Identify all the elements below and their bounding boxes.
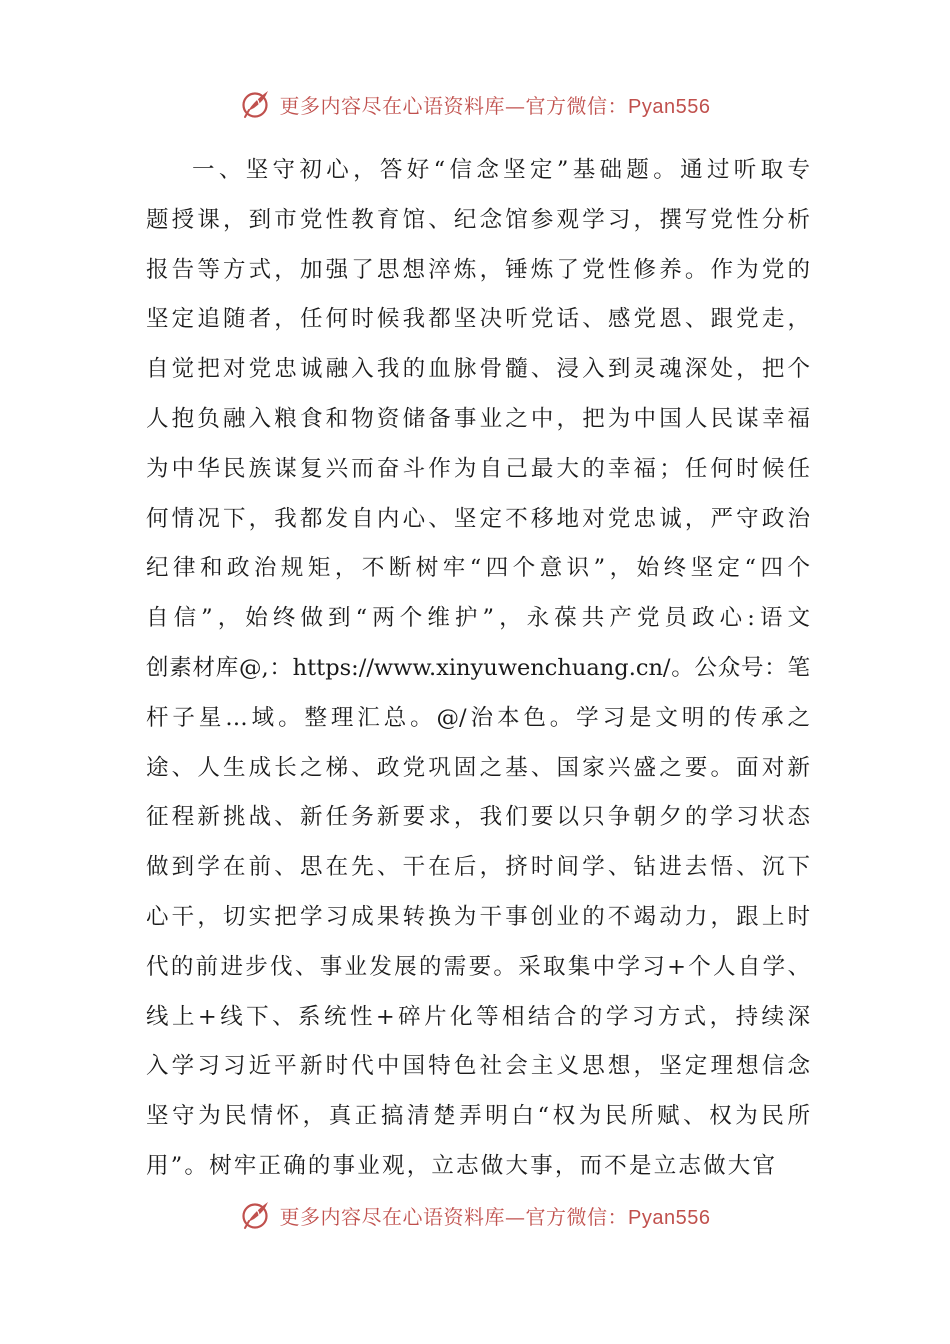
header-wechat-id: Pyan556 — [628, 95, 711, 118]
footer-wechat-id: Pyan556 — [628, 1206, 711, 1229]
text-line: 题授课，到市党性教育馆、纪念馆参观学习，撰写党性分析 — [146, 206, 810, 233]
text-line: 征程新挑战、新任务新要求，我们要以只争朝夕的学习状态 — [146, 804, 810, 831]
text-line: 坚守为民情怀，真正搞清楚弄明白“权为民所赋、权为民所 — [146, 1103, 810, 1130]
text-line-with-url: 创素材库@,：https://www.xinyuwenchuang.cn/。公众号：笔 — [146, 654, 810, 681]
text-line: 做到学在前、思在先、干在后，挤时间学、钻进去悟、沉下 — [146, 854, 810, 881]
text-line: 一、坚守初心，答好“信念坚定”基础题。通过听取专 — [192, 157, 810, 183]
header-banner-label: 更多内容尽在心语资料库—官方微信： — [279, 93, 629, 118]
header-banner — [0, 84, 950, 124]
text-line: 用”。树牢正确的事业观，立志做大事，而不是立志做大官 — [146, 1152, 778, 1179]
footer-banner-content — [240, 1202, 711, 1232]
text-line: 杆子星…域。整理汇总。@/治本色。学习是文明的传承之 — [146, 704, 810, 731]
text-line: 途、人生成长之梯、政党巩固之基、国家兴盛之要。面对新 — [146, 754, 810, 781]
quill-logo-icon — [240, 87, 274, 121]
text-line: 入学习习近平新时代中国特色社会主义思想，坚定理想信念 — [146, 1053, 810, 1080]
text-line: 线上+线下、系统性+碎片化等相结合的学习方式，持续深 — [146, 1003, 810, 1030]
text-line: 坚定追随者，任何时候我都坚决听党话、感党恩、跟党走， — [146, 306, 810, 333]
footer-banner-text — [280, 1202, 711, 1230]
text-line: 自信”，始终做到“两个维护”，永葆共产党员政心:语文 — [146, 605, 810, 632]
header-banner-content — [240, 87, 711, 121]
text-line: 报告等方式，加强了思想淬炼，锤炼了党性修养。作为党的 — [146, 256, 810, 283]
text-line: 自觉把对党忠诚融入我的血脉骨髓、浸入到灵魂深处，把个 — [146, 356, 810, 383]
header-banner-text — [280, 90, 711, 119]
quill-logo-icon — [240, 1202, 274, 1232]
text-line: 心干，切实把学习成果转换为干事创业的不竭动力，跟上时 — [146, 903, 810, 930]
text-line: 代的前进步伐、事业发展的需要。采取集中学习+个人自学、 — [146, 953, 810, 980]
text-line: 纪律和政治规矩，不断树牢“四个意识”，始终坚定“四个 — [146, 555, 810, 582]
body-paragraph — [146, 146, 810, 1192]
footer-banner-label: 更多内容尽在心语资料库—官方微信： — [279, 1204, 629, 1229]
text-line: 人抱负融入粮食和物资储备事业之中，把为中国人民谋幸福 — [146, 405, 810, 432]
footer-banner — [0, 1202, 950, 1236]
text-line: 何情况下，我都发自内心、坚定不移地对党忠诚，严守政治 — [146, 505, 810, 532]
text-line: 为中华民族谋复兴而奋斗作为自己最大的幸福；任何时候任 — [146, 455, 810, 482]
